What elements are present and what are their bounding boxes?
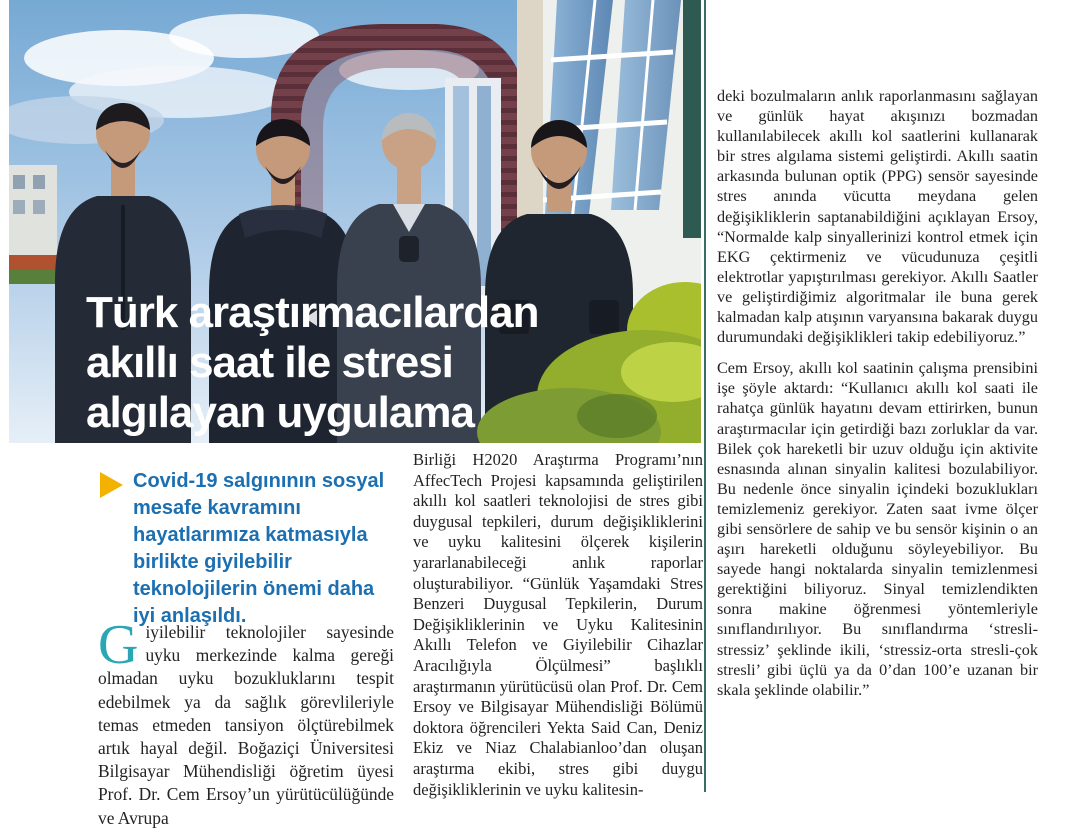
- standfirst-text: Covid-19 salgınının sosyal mesafe kavramını hayatlarımıza katmasıyla birlikte giyilebilir teknolojilerin önemi daha iyi anlaşıldı.: [133, 470, 385, 627]
- middle-column-text: Birliği H2020 Araştırma Programı’nın AffecTech Projesi kapsamında geliştirilen akıllı kol saatleri teknolojisi de stres gibi duygusal tepkileri, durum değişikliklerini ve uyku kalitesini ölçerek kişilerin yararlanabileceği anlık raporlar oluşturabiliyor. “Günlük Yaşamdaki Stres Benzeri Duygusal Tepkilerin, Durum Değişikliklerinin ve Uyku Kalitesinin Akıllı Telefon ve Giyilebilir Cihazlar Aracılığıyla Ölçülmesi” başlıklı araştırmanın yürütücüsü olan Prof. Dr. Cem Ersoy ve Bilgisayar Mühendisliği Bölümü doktora öğrencileri Yekta Said Can, Deniz Ekiz ve Niaz Chalabianloo’dan oluşan araştırma ekibi, stres gibi duygu değişikliklerinin ve uyku kalitesin-: [413, 450, 703, 799]
- arrow-right-icon: [100, 472, 123, 498]
- headline-line-2: akıllı saat ile stresi: [86, 338, 453, 387]
- dropcap-letter: G: [98, 614, 139, 676]
- column-divider-rule: [704, 0, 706, 792]
- article-photo: [9, 0, 701, 443]
- article-headline: [86, 288, 686, 438]
- headline-line-1: Türk araştırmacılardan: [86, 288, 539, 337]
- body-column-left: [98, 614, 394, 830]
- headline-line-3: algılayan uygulama: [86, 388, 474, 437]
- standfirst: [100, 468, 400, 630]
- tree-strip: [683, 0, 701, 238]
- body-column-middle: [413, 450, 703, 800]
- right-column-paragraph-2: Cem Ersoy, akıllı kol saatinin çalışma prensibini işe şöyle aktardı: “Kullanıcı akıllı kol saati ile rahatça günlük hayatını devam ettirirken, bunun araştırmacılar için getirdiği bazı zorluklar da var. Bilek çok hareketli bir uzuv olduğu için aktivite esnasında alınan sinyalin kalitesi bozulabiliyor. Bu nedenle önce sinyalin içindeki bozuklukları temizlemeniz gerekiyor. Zaten saat ivme ölçer gibi sensörlere de sahip ve bu sensör kişinin o an aşırı hareketli olduğunu söyleyebiliyor. Bu sayede hangi noktalarda sinyalin temizlenmesi gerektiğini biliyoruz. Sinyal temizlendikten sonra makine öğrenmesi yöntemleriyle sınıflandırılıyor. Bu sınıflandırma ‘stresli-stressiz’ şeklinde ikili, ‘stressiz-orta stresli-çok stresli’ gibi üçlü ya da 0’dan 100’e uzanan bir skala şeklinde olabilir.”: [717, 359, 1038, 699]
- right-column-paragraph-1: deki bozulmaların anlık raporlanmasını sağlayan ve günlük hayat akışınızı bozmadan kullanılabilecek akıllı kol saatlerini kullanarak bir stres algılama sistemi geliştirdi. Akıllı saatin arkasında bulunan optik (PPG) sensör sayesinde stres anında vücutta meydana gelen değişikliklerin saptanabildiğini açıklayan Ersoy, “Normalde kalp sinyallerinizi kontrol etmek için EKG çektirmeniz ve vücudunuza çeşitli elektrotlar yapıştırılması gerekiyor. Akıllı Saatler ve geliştirdiğimiz algoritmalar ile buna gerek kalmadan kalp atışının varyansına bakarak duygu durumundaki değişiklikleri takip edebiliyoruz.”: [717, 87, 1038, 347]
- body-column-right: [717, 86, 1038, 711]
- left-column-text: iyilebilir teknolojiler sayesinde uyku merkezinde kalma gereği olmadan uyku bozukluklarını tespit edebilmek ya da sağlık görevlileriyle temas etmeden tansiyon ölçtürebilmek artık hayal değil. Boğaziçi Üniversitesi Bilgisayar Mühendisliği öğretim üyesi Prof. Dr. Cem Ersoy’un yürütücülüğünde ve Avrupa: [98, 622, 394, 828]
